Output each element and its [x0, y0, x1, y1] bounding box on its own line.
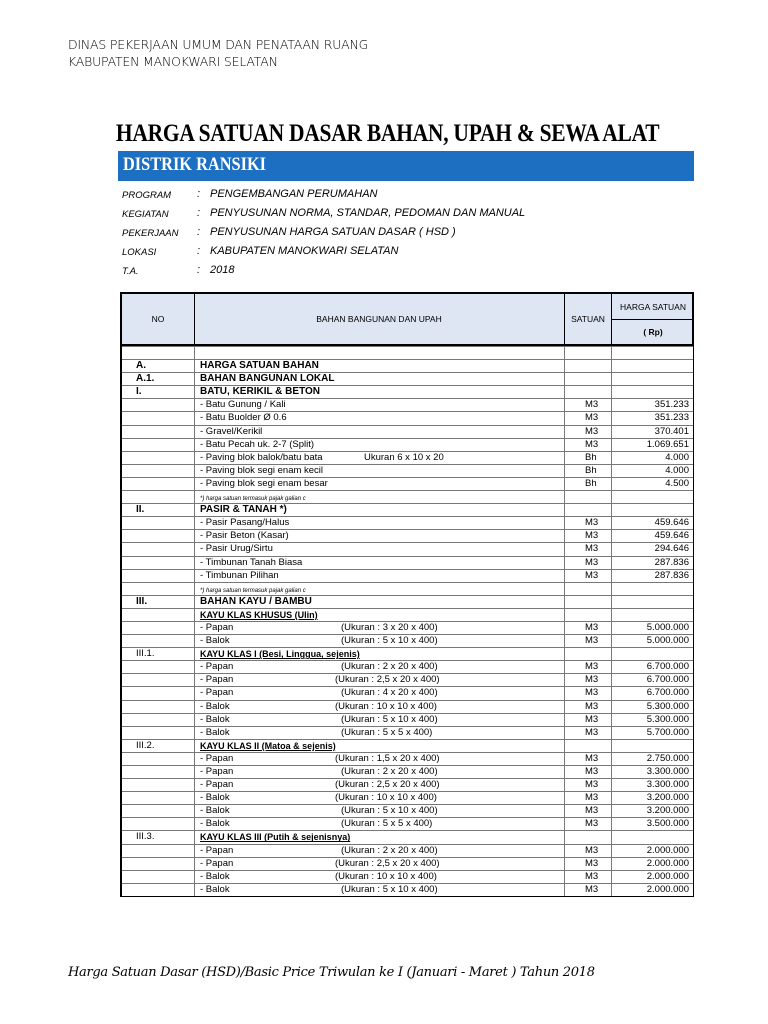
table-row: [122, 464, 693, 477]
row-dimension: (Ukuran : 10 x 10 x 400): [335, 700, 437, 712]
table-row: [122, 529, 693, 542]
row-price: 294.646: [654, 543, 689, 555]
row-price: 287.836: [654, 569, 689, 581]
row-item: - Balok: [200, 805, 230, 817]
row-item: KAYU KLAS II (Matoa & sejenis): [200, 740, 336, 751]
row-unit: Bh: [585, 464, 597, 476]
row-item: - Pasir Urug/Sirtu: [200, 543, 273, 555]
row-item: - Gravel/Kerikil: [200, 425, 263, 437]
row-item: *) harga satuan termasuk pajak galian c: [200, 587, 306, 594]
table-row: [122, 857, 693, 870]
table-row: [122, 582, 693, 595]
row-dimension: (Ukuran : 2 x 20 x 400): [341, 844, 438, 856]
info-value: 2018: [210, 264, 235, 276]
row-price: 3.500.000: [646, 818, 689, 830]
row-unit: M3: [585, 556, 599, 568]
table-row: [122, 647, 693, 660]
row-price: 4.000: [665, 464, 689, 476]
row-item: - Balok: [200, 700, 230, 712]
row-item: - Papan: [200, 687, 234, 699]
row-item: - Balok: [200, 883, 230, 895]
row-dimension: (Ukuran : 5 x 10 x 400): [341, 713, 438, 725]
row-item: - Balok: [200, 713, 230, 725]
table-row: [122, 673, 693, 686]
row-number: I.: [136, 386, 142, 398]
table-row: [122, 542, 693, 555]
row-price: 2.000.000: [646, 870, 689, 882]
row-unit: M3: [585, 857, 599, 869]
row-dimension: (Ukuran : 5 x 10 x 400): [341, 805, 438, 817]
row-dimension: (Ukuran : 1,5 x 20 x 400): [335, 752, 440, 764]
row-unit: M3: [585, 517, 599, 529]
regency-name: KABUPATEN MANOKWARI SELATAN: [68, 54, 278, 69]
table-row: [122, 700, 693, 713]
info-label: LOKASI: [122, 247, 157, 258]
table-row: [122, 778, 693, 791]
info-label: PEKERJAAN: [122, 228, 179, 239]
table-row: [122, 752, 693, 765]
row-price: 287.836: [654, 556, 689, 568]
info-label: PROGRAM: [122, 190, 172, 201]
table-row: [122, 804, 693, 817]
district-name: DISTRIK RANSIKI: [123, 154, 267, 175]
row-unit: M3: [585, 674, 599, 686]
col-price-header: HARGA SATUAN: [620, 301, 686, 312]
info-value: KABUPATEN MANOKWARI SELATAN: [210, 245, 399, 257]
row-price: 351.233: [654, 412, 689, 424]
table-row: [122, 556, 693, 569]
row-item: - Papan: [200, 674, 234, 686]
table-row: [122, 791, 693, 804]
row-dimension: (Ukuran : 2,5 x 20 x 400): [335, 674, 440, 686]
row-unit: M3: [585, 766, 599, 777]
row-unit: M3: [585, 805, 599, 817]
row-item: - Timbunan Tanah Biasa: [200, 556, 303, 568]
row-unit: M3: [585, 792, 599, 804]
table-row: [122, 516, 693, 529]
row-item: - Papan: [200, 844, 234, 856]
info-colon: :: [197, 264, 201, 276]
info-label: T.A.: [122, 266, 139, 277]
row-unit: M3: [585, 779, 599, 791]
row-unit: M3: [585, 870, 599, 882]
row-price: 5.000.000: [646, 621, 689, 633]
row-unit: M3: [585, 425, 599, 437]
row-number: III.1.: [136, 648, 155, 660]
row-item: - Balok: [200, 726, 230, 738]
info-value: PENYUSUNAN HARGA SATUAN DASAR ( HSD ): [210, 226, 456, 238]
row-price: 1.069.651: [646, 438, 689, 450]
row-item: - Batu Pecah uk. 2-7 (Split): [200, 438, 315, 450]
table-body: [120, 346, 694, 897]
row-price: 5.700.000: [646, 726, 689, 738]
table-header: [120, 292, 694, 346]
table-row: [122, 634, 693, 647]
row-item: - Papan: [200, 766, 234, 777]
table-row: [122, 503, 693, 516]
row-price: 3.300.000: [646, 779, 689, 791]
row-number: A.1.: [136, 373, 155, 385]
row-item: - Pasir Beton (Kasar): [200, 530, 289, 542]
info-colon: :: [197, 188, 201, 200]
row-dimension: Ukuran 6 x 10 x 20: [364, 451, 444, 463]
table-row: [122, 686, 693, 699]
table-row: [122, 490, 693, 503]
row-unit: M3: [585, 883, 599, 895]
row-price: 3.200.000: [646, 805, 689, 817]
row-dimension: (Ukuran : 10 x 10 x 400): [335, 870, 437, 882]
row-price: 6.700.000: [646, 674, 689, 686]
table-row: [122, 425, 693, 438]
row-unit: M3: [585, 700, 599, 712]
table-row: [122, 372, 693, 385]
row-item: HARGA SATUAN BAHAN: [200, 360, 319, 372]
table-row: [122, 830, 693, 843]
agency-name: DINAS PEKERJAAN UMUM DAN PENATAAN RUANG: [68, 37, 369, 52]
row-unit: M3: [585, 543, 599, 555]
info-label: KEGIATAN: [122, 209, 169, 220]
row-number: II.: [136, 504, 145, 516]
row-dimension: (Ukuran : 2,5 x 20 x 400): [335, 857, 440, 869]
document-title: HARGA SATUAN DASAR BAHAN, UPAH & SEWA ALAT: [115, 120, 660, 147]
row-number: III.3.: [136, 831, 155, 843]
row-item: - Paving blok balok/batu bata: [200, 451, 323, 463]
price-table: [120, 292, 694, 897]
col-no-header: NO: [151, 314, 165, 324]
row-number: III.: [136, 595, 148, 607]
table-row: [122, 608, 693, 621]
row-dimension: (Ukuran : 5 x 5 x 400): [341, 818, 433, 830]
table-row: [122, 739, 693, 752]
row-item: BATU, KERIKIL & BETON: [200, 386, 321, 398]
row-dimension: (Ukuran : 5 x 5 x 400): [341, 726, 433, 738]
table-row: [122, 713, 693, 726]
table-row: [122, 411, 693, 424]
table-row: [122, 726, 693, 739]
row-unit: Bh: [585, 477, 597, 489]
row-unit: M3: [585, 713, 599, 725]
table-row: [122, 765, 693, 778]
row-unit: M3: [585, 399, 599, 411]
row-item: - Papan: [200, 661, 234, 673]
row-price: 351.233: [654, 399, 689, 411]
row-item: BAHAN KAYU / BAMBU: [200, 595, 312, 607]
row-item: - Paving blok segi enam besar: [200, 477, 328, 489]
row-price: 459.646: [654, 530, 689, 542]
row-price: 3.200.000: [646, 792, 689, 804]
row-unit: M3: [585, 438, 599, 450]
table-row: [122, 870, 693, 883]
row-price: 2.000.000: [646, 883, 689, 895]
row-item: - Papan: [200, 779, 234, 791]
row-price: 4.000: [665, 451, 689, 463]
district-banner: [118, 151, 694, 181]
row-price: 6.700.000: [646, 661, 689, 673]
row-dimension: (Ukuran : 2 x 20 x 400): [341, 661, 438, 673]
table-row: [122, 346, 693, 359]
row-item: - Timbunan Pilihan: [200, 569, 279, 581]
row-unit: M3: [585, 530, 599, 542]
info-colon: :: [197, 207, 201, 219]
row-item: - Balok: [200, 635, 230, 647]
row-item: - Pasir Pasang/Halus: [200, 517, 290, 529]
col-price-unit: ( Rp): [643, 327, 663, 337]
row-price: 6.700.000: [646, 687, 689, 699]
row-item: - Batu Gunung / Kali: [200, 399, 286, 411]
table-row: [122, 883, 693, 896]
row-unit: M3: [585, 726, 599, 738]
row-dimension: (Ukuran : 5 x 10 x 400): [341, 883, 438, 895]
table-row: [122, 385, 693, 398]
row-price: 2.000.000: [646, 857, 689, 869]
row-item: BAHAN BANGUNAN LOKAL: [200, 373, 335, 385]
table-row: [122, 359, 693, 372]
table-row: [122, 438, 693, 451]
row-price: 5.300.000: [646, 700, 689, 712]
row-price: 370.401: [654, 425, 689, 437]
row-price: 5.000.000: [646, 635, 689, 647]
table-row: [122, 660, 693, 673]
row-item: - Paving blok segi enam kecil: [200, 464, 324, 476]
row-unit: M3: [585, 569, 599, 581]
info-colon: :: [197, 226, 201, 238]
col-item-header: BAHAN BANGUNAN DAN UPAH: [316, 314, 442, 324]
row-number: A.: [136, 360, 146, 372]
table-row: [122, 398, 693, 411]
row-item: - Papan: [200, 621, 234, 633]
row-dimension: (Ukuran : 3 x 20 x 400): [341, 621, 438, 633]
row-unit: M3: [585, 412, 599, 424]
info-value: PENYUSUNAN NORMA, STANDAR, PEDOMAN DAN MANUAL: [210, 207, 526, 219]
table-row: [122, 477, 693, 490]
table-row: [122, 569, 693, 582]
row-price: 2.000.000: [646, 844, 689, 856]
row-item: *) harga satuan termasuk pajak galian c: [200, 496, 306, 503]
row-dimension: (Ukuran : 2 x 20 x 400): [341, 766, 438, 777]
row-item: KAYU KLAS I (Besi, Linggua, sejenis): [200, 649, 360, 660]
info-value: PENGEMBANGAN PERUMAHAN: [210, 188, 378, 200]
row-item: - Papan: [200, 752, 234, 764]
row-unit: M3: [585, 818, 599, 830]
row-unit: Bh: [585, 451, 597, 463]
row-unit: M3: [585, 687, 599, 699]
row-unit: M3: [585, 752, 599, 764]
row-price: 459.646: [654, 517, 689, 529]
row-item: - Batu Buolder Ø 0.6: [200, 412, 287, 424]
table-row: [122, 595, 693, 608]
table-row: [122, 817, 693, 830]
table-row: [122, 621, 693, 634]
row-unit: M3: [585, 635, 599, 647]
page-footer: Harga Satuan Dasar (HSD)/Basic Price Triwulan ke I (Januari - Maret ) Tahun 2018: [68, 965, 595, 980]
row-item: - Balok: [200, 818, 230, 830]
table-row: [122, 451, 693, 464]
row-unit: M3: [585, 621, 599, 633]
row-item: KAYU KLAS KHUSUS (Ulin): [200, 609, 318, 620]
row-price: 5.300.000: [646, 713, 689, 725]
row-unit: M3: [585, 844, 599, 856]
row-item: - Balok: [200, 792, 230, 804]
row-price: 2.750.000: [646, 752, 689, 764]
row-item: PASIR & TANAH *): [200, 504, 287, 516]
row-dimension: (Ukuran : 4 x 20 x 400): [341, 687, 438, 699]
row-dimension: (Ukuran : 10 x 10 x 400): [335, 792, 437, 804]
agency-header: [68, 36, 368, 70]
row-dimension: (Ukuran : 2,5 x 20 x 400): [335, 779, 440, 791]
col-unit-header: SATUAN: [571, 314, 605, 324]
row-item: KAYU KLAS III (Putih & sejenisnya): [200, 832, 351, 843]
row-price: 4.500: [665, 477, 689, 489]
row-price: 3.300.000: [646, 766, 689, 777]
row-number: III.2.: [136, 739, 155, 751]
table-row: [122, 844, 693, 857]
row-item: - Balok: [200, 870, 230, 882]
info-colon: :: [197, 245, 201, 257]
row-dimension: (Ukuran : 5 x 10 x 400): [341, 635, 438, 647]
row-unit: M3: [585, 661, 599, 673]
row-item: - Papan: [200, 857, 234, 869]
